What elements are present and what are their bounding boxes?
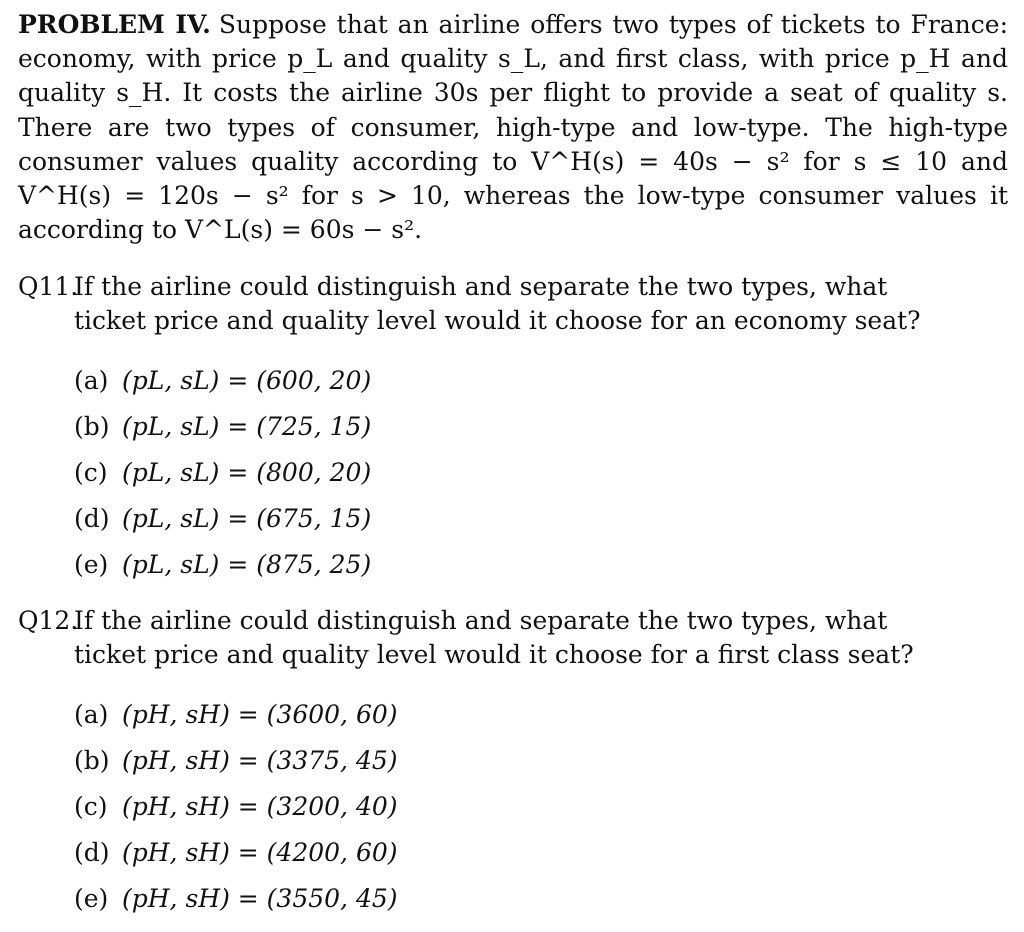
answer-options-list [74,358,948,587]
option-label: (e) [74,549,109,579]
option-expression: (pL, sL) = (725, 15) [122,412,372,442]
question-12 [18,604,948,922]
answer-option-b[interactable] [74,404,948,450]
question-text: If the airline could distinguish and separate the two types, what ticket price and quality level would it choose for an economy seat? [74,272,921,336]
option-label: (d) [74,504,110,534]
option-expression: (pH, sH) = (4200, 60) [122,838,398,868]
question-text: If the airline could distinguish and separate the two types, what ticket price and quality level would it choose for a first class seat? [74,606,914,670]
option-expression: (pH, sH) = (3550, 45) [122,883,398,913]
option-label: (e) [74,883,109,913]
problem-paragraph [18,8,1008,247]
question-label: Q11. [18,272,79,301]
option-expression: (pH, sH) = (3600, 60) [122,700,398,730]
answer-option-c[interactable] [74,784,948,830]
answer-option-c[interactable] [74,450,948,496]
answer-option-e[interactable] [74,542,948,588]
option-expression: (pL, sL) = (600, 20) [122,366,372,396]
option-expression: (pL, sL) = (675, 15) [122,504,372,534]
option-label: (c) [74,792,108,822]
answer-option-d[interactable] [74,496,948,542]
answer-option-b[interactable] [74,738,948,784]
option-label: (d) [74,838,110,868]
option-label: (b) [74,746,110,776]
problem-section [18,8,1008,247]
answer-option-e[interactable] [74,876,948,922]
question-11 [18,270,948,588]
option-expression: (pH, sH) = (3375, 45) [122,746,398,776]
option-label: (a) [74,700,109,730]
option-label: (a) [74,366,109,396]
problem-title: PROBLEM IV. [18,10,211,39]
option-expression: (pH, sH) = (3200, 40) [122,792,398,822]
answer-option-a[interactable] [74,358,948,404]
answer-option-a[interactable] [74,692,948,738]
option-label: (c) [74,458,108,488]
option-expression: (pL, sL) = (875, 25) [122,549,372,579]
problem-document [18,8,1008,913]
option-expression: (pL, sL) = (800, 20) [122,458,372,488]
answer-options-list [74,692,948,921]
problem-text: Suppose that an airline offers two types of tickets to France: economy, with price p_L and quality s_L, and first class, with price p_H and quality s_H. It costs the airline 30s per flight to provide a seat of quality s. There are two types of consumer, high-type and low-type. The high-type consumer values quality according to V^H(s) = 40s − s² for s ≤ 10 and V^H(s) = 120s − s² for s > 10, whereas the low-type consumer values it according to V^L(s) = 60s − s². [18,10,1008,245]
option-label: (b) [74,412,110,442]
answer-option-d[interactable] [74,830,948,876]
question-label: Q12. [18,606,79,635]
